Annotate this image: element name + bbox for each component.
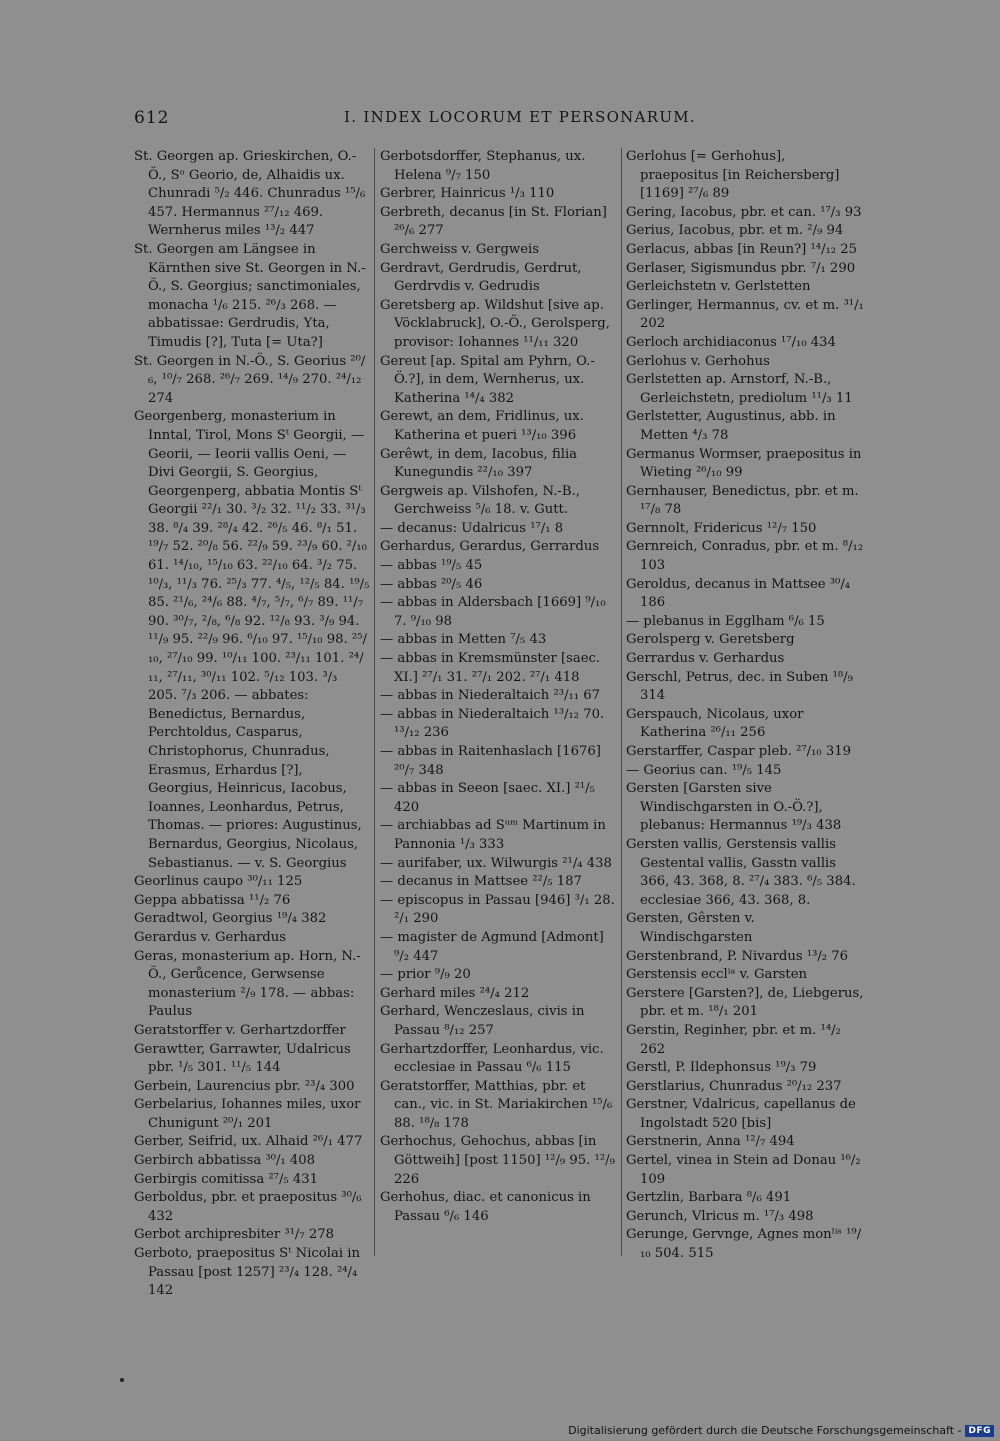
index-entry: Gerêwt, in dem, Iacobus, filia Kunegundis ²²/₁₀ 397 (380, 446, 578, 481)
index-entry: Gerbrer, Hainricus ¹/₃ 110 (380, 186, 555, 202)
index-entry: Gerrardus v. Gerhardus (626, 651, 785, 667)
index-entry: Gerleichstetn v. Gerlstetten (626, 279, 811, 295)
index-entry: Gernhauser, Benedictus, pbr. et m. ¹⁷/₈ 78 (626, 483, 859, 518)
index-entry: — plebanus in Egglham ⁶/₆ 15 (626, 613, 825, 629)
index-entry: Gerloch archidiaconus ¹⁷/₁₀ 434 (626, 334, 836, 350)
index-entry: Gering, Iacobus, pbr. et can. ¹⁷/₃ 93 (626, 204, 862, 220)
index-entry: Gerawtter, Garrawter, Udalricus pbr. ¹/₅ 301. ¹¹/₅ 144 (134, 1041, 351, 1076)
index-entry: Gersten vallis, Gerstensis vallis Gestental vallis, Gasstn vallis 366, 43. 368, 8. ²⁷/₄ 383. ⁶/₅ 384. ecclesiae 366, 43. 368, 8. (626, 836, 856, 908)
index-column-1 (134, 148, 370, 1301)
index-entry: Gernreich, Conradus, pbr. et m. ⁸/₁₂ 103 (626, 539, 864, 574)
index-entry: Gerlacus, abbas [in Reun?] ¹⁴/₁₂ 25 (626, 241, 858, 257)
index-entry: Gertzlin, Barbara ⁸/₆ 491 (626, 1190, 792, 1206)
index-entry: Gersten [Garsten sive Windischgarsten in O.-Ö.?], plebanus: Hermannus ¹⁹/₃ 438 (626, 781, 842, 834)
index-entry: Gerius, Iacobus, pbr. et m. ²/₉ 94 (626, 223, 844, 239)
index-entry: Gertel, vinea in Stein ad Donau ¹⁶/₂ 109 (626, 1153, 861, 1187)
index-entry: Gerspauch, Nicolaus, uxor Katherina ²⁶/₁₁ 256 (626, 706, 804, 741)
index-entry: Gerboto, praepositus Sᵗ Nicolai in Passau [post 1257] ²³/₄ 128. ²⁴/₄ 142 (134, 1246, 360, 1299)
index-entry: Gerbirgis comitissa ²⁷/₅ 431 (134, 1171, 319, 1187)
index-entry: Gerbot archipresbiter ³¹/₇ 278 (134, 1227, 335, 1243)
index-entry: St. Georgen ap. Grieskirchen, O.-Ö., Sᵒ Georio, de, Alhaidis ux. Chunradi ⁵/₂ 446. Chunradus ¹⁵/₆ 457. Hermannus ²⁷/₁₂ 469. Wernherus miles ¹³/₂ 447 (134, 149, 366, 239)
index-entry: Gerlstetter, Augustinus, abb. in Metten ⁴/₃ 78 (626, 409, 836, 443)
index-entry: — abbas ²⁰/₅ 46 (380, 576, 483, 592)
index-entry: — abbas ¹⁹/₅ 45 (380, 558, 483, 574)
index-entry: Gerolsperg v. Geretsberg (626, 632, 795, 648)
index-entry: Gerlinger, Hermannus, cv. et m. ³¹/₁ 202 (626, 297, 864, 332)
index-entry: Gerdravt, Gerdrudis, Gerdrut, Gerdrvdis v. Gedrudis (380, 260, 582, 295)
index-entry: Geroldus, decanus in Mattsee ³⁰/₄ 186 (626, 576, 851, 611)
index-entry: Geras, monasterium ap. Horn, N.-Ö., Gerůcence, Gerwsense monasterium ²/₉ 178. — abbas: Paulus (134, 948, 361, 1020)
index-entry: Gerlaser, Sigismundus pbr. ⁷/₁ 290 (626, 260, 856, 276)
index-entry: Geretsberg ap. Wildshut [sive ap. Vöcklabruck], O.-Ö., Gerolsperg, provisor: Iohannes ¹¹/₁₁ 320 (380, 297, 610, 350)
index-entry: — Georius can. ¹⁹/₅ 145 (626, 762, 782, 778)
index-entry: Gerbreth, decanus [in St. Florian] ²⁶/₆ 277 (380, 204, 607, 239)
index-entry: Gerlstetten ap. Arnstorf, N.-B., Gerleichstetn, prediolum ¹¹/₃ 11 (626, 372, 853, 406)
index-entry: — episcopus in Passau [946] ³/₁ 28. ²/₁ 290 (380, 892, 615, 927)
page-number: 612 (134, 108, 170, 128)
index-entry: — decanus: Udalricus ¹⁷/₁ 8 (380, 520, 564, 536)
index-entry: Gerbirch abbatissa ³⁰/₁ 408 (134, 1153, 316, 1169)
index-entry: — abbas in Metten ⁷/₅ 43 (380, 632, 547, 648)
footer-text: Digitalisierung gefördert durch die Deutsche Forschungsgemeinschaft - (568, 1424, 962, 1437)
index-column-2 (380, 148, 616, 1226)
index-entry: — abbas in Raitenhaslach [1676] ²⁰/₇ 348 (380, 744, 601, 778)
column-rule (621, 148, 622, 1256)
index-entry: Gerewt, an dem, Fridlinus, ux. Katherina et pueri ¹³/₁₀ 396 (380, 409, 584, 443)
index-entry: Gerhartzdorffer, Leonhardus, vic. ecclesiae in Passau ⁶/₆ 115 (380, 1041, 604, 1076)
index-entry: Georlinus caupo ³⁰/₁₁ 125 (134, 874, 303, 890)
index-entry: — magister de Agmund [Admont] ⁹/₂ 447 (380, 929, 604, 964)
running-title: I. INDEX LOCORUM ET PERSONARUM. (344, 108, 696, 126)
dfg-logo: DFG (965, 1425, 994, 1437)
index-entry: Gereut [ap. Spital am Pyhrn, O.-Ö.?], in dem, Wernherus, ux. Katherina ¹⁴/₄ 382 (380, 353, 595, 406)
index-entry: Gernnolt, Fridericus ¹²/₇ 150 (626, 520, 817, 536)
index-entry: Gerbelarius, Iohannes miles, uxor Chunigunt ²⁰/₁ 201 (134, 1097, 361, 1131)
index-entry: Gerbotsdorffer, Stephanus, ux. Helena ⁹/₇ 150 (380, 149, 586, 183)
index-entry: Gerhohus, diac. et canonicus in Passau ⁶/₆ 146 (380, 1190, 591, 1224)
index-entry: Gerhochus, Gehochus, abbas [in Göttweih] [post 1150] ¹²/₉ 95. ¹²/₉ 226 (380, 1134, 615, 1187)
index-entry: Gerlohus v. Gerhohus (626, 353, 770, 369)
index-entry: Gerstl, P. Ildephonsus ¹⁹/₃ 79 (626, 1060, 817, 1076)
index-entry: Gerstnerin, Anna ¹²/₇ 494 (626, 1134, 795, 1150)
index-entry: Gerbein, Laurencius pbr. ²³/₄ 300 (134, 1078, 355, 1094)
index-entry: Gerhardus, Gerardus, Gerrardus (380, 539, 600, 555)
index-entry: Gerber, Seifrid, ux. Alhaid ²⁶/₁ 477 (134, 1134, 363, 1150)
index-entry: St. Georgen in N.-Ö., S. Georius ²⁰/₆, ¹⁰/₇ 268. ²⁶/₇ 269. ¹⁴/₉ 270. ²⁴/₁₂ 274 (134, 353, 366, 406)
column-rule (374, 148, 375, 1256)
index-entry: Geratstorffer v. Gerhartzdorffer (134, 1022, 346, 1038)
index-entry: Gerschl, Petrus, dec. in Suben ¹⁸/₉ 314 (626, 669, 853, 704)
index-entry: Gerchweiss v. Gergweis (380, 241, 539, 257)
index-entry: Gerstensis ecclⁱᵃ v. Garsten (626, 967, 808, 983)
index-entry: Geppa abbatissa ¹¹/₂ 76 (134, 892, 291, 908)
index-entry: Gerhard miles ²⁴/₄ 212 (380, 985, 530, 1001)
index-entry: Gerardus v. Gerhardus (134, 929, 286, 945)
index-entry: Gerstlarius, Chunradus ²⁰/₁₂ 237 (626, 1078, 842, 1094)
index-entry: Gerboldus, pbr. et praepositus ³⁰/₆ 432 (134, 1190, 362, 1224)
index-entry: — aurifaber, ux. Wilwurgis ²¹/₄ 438 (380, 855, 612, 871)
index-entry: — abbas in Kremsmünster [saec. XI.] ²⁷/₁ 31. ²⁷/₁ 202. ²⁷/₁ 418 (380, 651, 601, 685)
index-entry: Gersten, Gêrsten v. Windischgarsten (626, 911, 755, 945)
index-entry: Gerstner, Vdalricus, capellanus de Ingolstadt 520 [bis] (626, 1097, 856, 1131)
index-entry: Gerlohus [= Gerhohus], praepositus [in Reichersberg] [1169] ²⁷/₆ 89 (626, 149, 840, 202)
index-entry: Geratstorffer, Matthias, pbr. et can., vic. in St. Mariakirchen ¹⁵/₆ 88. ¹⁸/₈ 178 (380, 1078, 613, 1131)
index-entry: Gerunge, Gervnge, Agnes monˡⁱˢ ¹⁹/₁₀ 504. 515 (626, 1227, 862, 1262)
index-entry: Gerstenbrand, P. Nivardus ¹³/₂ 76 (626, 948, 849, 964)
index-entry: — abbas in Niederaltaich ²³/₁₁ 67 (380, 688, 601, 704)
index-entry: Germanus Wormser, praepositus in Wieting ²⁶/₁₀ 99 (626, 446, 862, 481)
index-entry: — abbas in Aldersbach [1669] ⁹/₁₀ 7. ⁹/₁₀ 98 (380, 595, 606, 629)
index-entry: Gerstere [Garsten?], de, Liebgerus, pbr. et m. ¹⁸/₁ 201 (626, 985, 864, 1020)
index-entry: — decanus in Mattsee ²²/₅ 187 (380, 874, 582, 890)
index-entry: Geradtwol, Georgius ¹⁹/₄ 382 (134, 911, 327, 927)
index-entry: — archiabbas ad Sᵘᵐ Martinum in Pannonia ¹/₃ 333 (380, 818, 606, 852)
index-entry: Gergweis ap. Vilshofen, N.-B., Gerchweiss ⁵/₆ 18. v. Gutt. (380, 483, 580, 518)
index-entry: St. Georgen am Längsee in Kärnthen sive St. Georgen in N.-Ö., S. Georgius; sanctimoniales, monacha ¹/₆ 215. ²⁶/₃ 268. — abbatissae: Gerdrudis, Yta, Timudis [?], Tuta [= Uta?] (134, 241, 366, 350)
index-column-3 (626, 148, 864, 1264)
index-entry: — abbas in Seeon [saec. XI.] ²¹/₅ 420 (380, 781, 595, 815)
footer (568, 1424, 994, 1437)
stray-mark (120, 1378, 124, 1382)
index-entry: — abbas in Niederaltaich ¹³/₁₂ 70. ¹³/₁₂ 236 (380, 706, 605, 741)
index-entry: Gerhard, Wenczeslaus, civis in Passau ⁸/₁₂ 257 (380, 1004, 585, 1038)
index-entry: — prior ⁹/₉ 20 (380, 967, 471, 983)
index-entry: Gerstin, Reginher, pbr. et m. ¹⁴/₂ 262 (626, 1022, 841, 1057)
index-entry: Gerstarffer, Caspar pleb. ²⁷/₁₀ 319 (626, 744, 852, 759)
index-entry: Georgenberg, monasterium in Inntal, Tirol, Mons Sᵗ Georgii, — Georii, — Ieorii vallis Oeni, — Divi Georgii, S. Georgius, Georgenperg, abbatia Montis Sᵗ Georgii ²²/₁ 30. ³/₂ 32. ¹¹/₂ 33. ³¹/₃ 38. ⁸/₄ 39. ²⁸/₄ 42. ²⁶/₅ 46. ⁸/₁ 51. ¹⁹/₇ 52. ²⁰/₈ 56. ²²/₉ 59. ²³/₉ 60. ²/₁₀ 61. ¹⁴/₁₀, ¹⁵/₁₀ 63. ²²/₁₀ 64. ³/₂ 75. ¹⁰/₃, ¹¹/₃ 76. ²⁵/₃ 77. ⁴/₅, ¹²/₅ 84. ¹⁹/₅ 85. ²¹/₆, ²⁴/₆ 88. ⁴/₇, ⁵/₇, ⁶/₇ 89. ¹¹/₇ 90. ³⁰/₇, ²/₈, ⁶/₈ 92. ¹²/₈ 93. ³/₉ 94. ¹¹/₉ 95. ²²/₉ 96. ⁶/₁₀ 97. ¹⁵/₁₀ 98. ²⁵/₁₀, ²⁷/₁₀ 99. ¹⁰/₁₁ 100. ²³/₁₁ 101. ²⁴/₁₁, ²⁷/₁₁, ³⁰/₁₁ 102. ⁵/₁₂ 103. ³/₃ 205. ⁷/₃ 206. — abbates: Benedictus, Bernardus, Perchtoldus, Casparus, Christophorus, Chunradus, Erasmus, Erhardus [?], Georgius, Heinricus, Iacobus, Ioannes, Leonhardus, Petrus, Thomas. — priores: Augustinus, Bernardus, Georgius, Nicolaus, Sebastianus. — v. S. Georgius (134, 409, 370, 871)
index-entry: Gerunch, Vlricus m. ¹⁷/₃ 498 (626, 1208, 814, 1224)
